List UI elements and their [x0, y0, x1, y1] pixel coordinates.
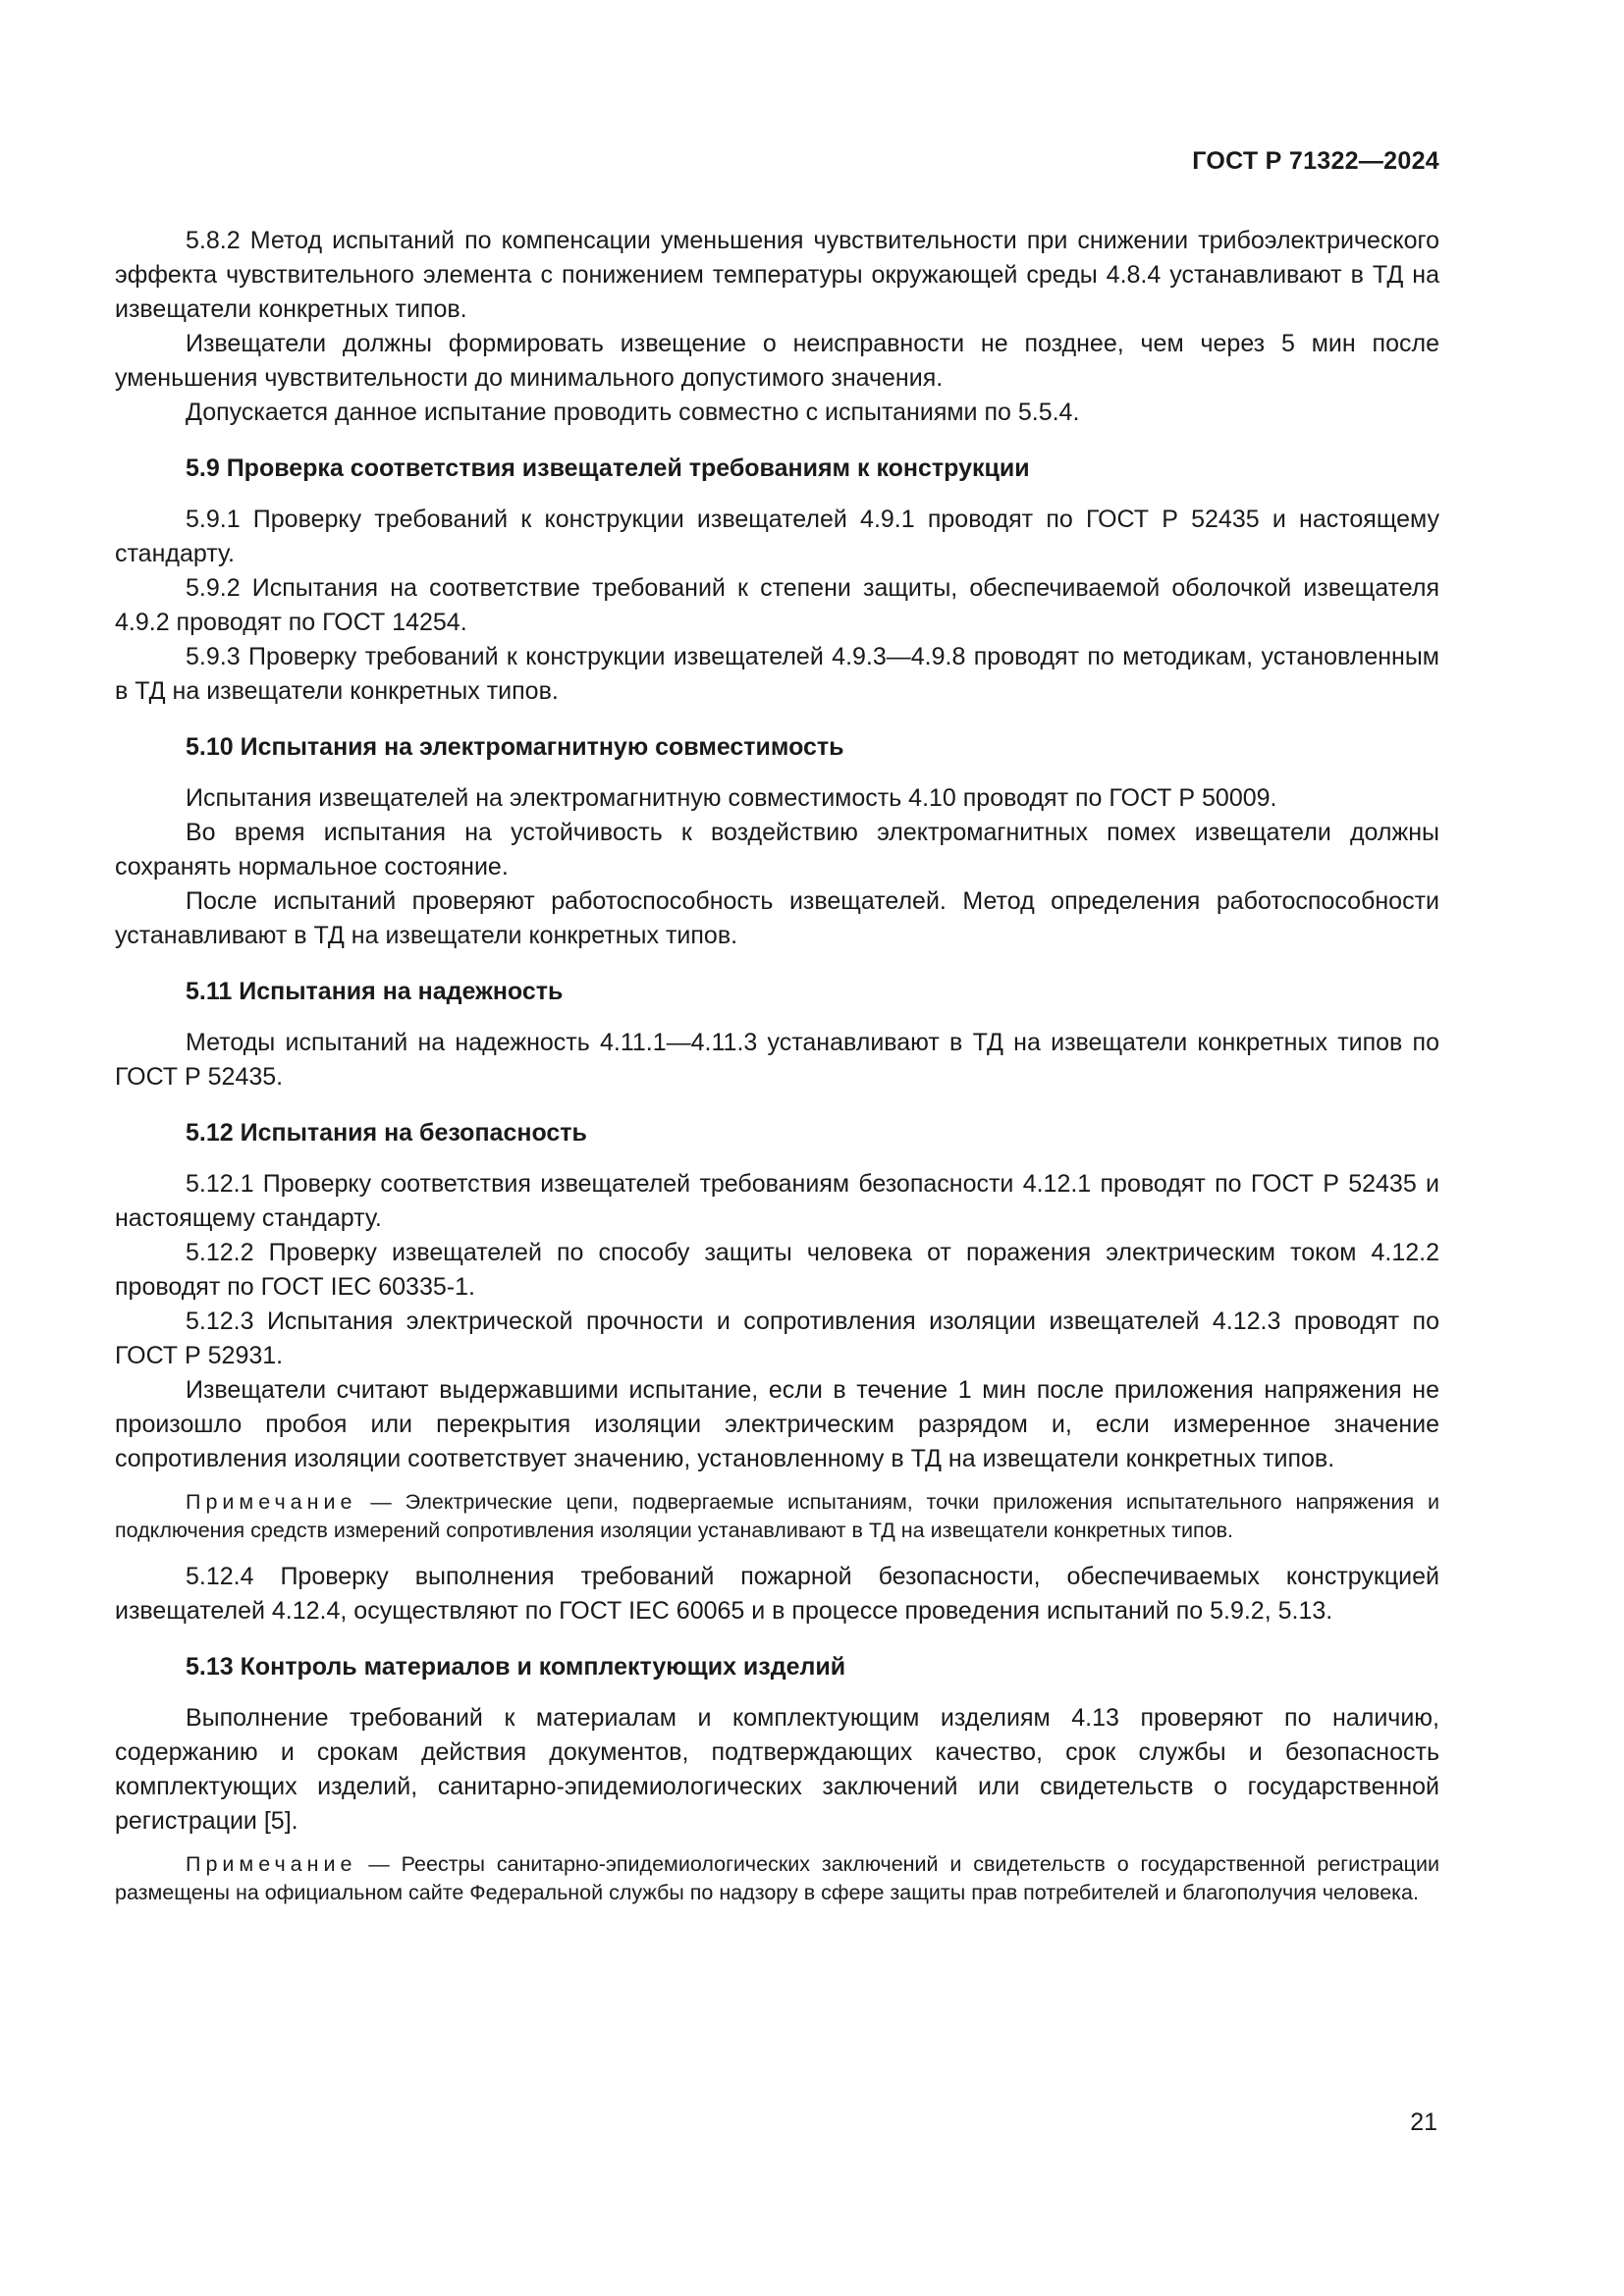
paragraph-5-12-2: 5.12.2 Проверку извещателей по способу защиты человека от поражения электрическим током 4.12.2 проводят по ГОСТ IEC 60335-1.	[115, 1239, 1439, 1301]
paragraph-5-9-2: 5.9.2 Испытания на соответствие требований к степени защиты, обеспечиваемой оболочкой извещателя 4.9.2 проводят по ГОСТ 14254.	[115, 574, 1439, 636]
section-heading-5-11: 5.11 Испытания на надежность	[186, 978, 564, 1005]
paragraph-5-8-2: 5.8.2 Метод испытаний по компенсации уменьшения чувствительности при снижении трибоэлектрического эффекта чувствительного элемента с понижением температуры окружающей среды 4.8.4 устанавливают в ТД на извещатели конкретных типов.	[115, 227, 1439, 323]
paragraph-5-12-3: 5.12.3 Испытания электрической прочности и сопротивления изоляции извещателей 4.12.3 проводят по ГОСТ Р 52931.	[115, 1308, 1439, 1369]
paragraph-5-13: Выполнение требований к материалам и комплектующим изделиям 4.13 проверяют по наличию, содержанию и срокам действия документов, подтверждающих качество, срок службы и безопасность комплектующих изделий, санитарно-эпидемиологических заключений или свидетельств о государственной регистрации [5].	[115, 1704, 1439, 1835]
paragraph-5-11: Методы испытаний на надежность 4.11.1—4.11.3 устанавливают в ТД на извещатели конкретных типов по ГОСТ Р 52435.	[115, 1029, 1439, 1091]
paragraph-5-12-1: 5.12.1 Проверку соответствия извещателей требованиям безопасности 4.12.1 проводят по ГОСТ Р 52435 и настоящему стандарту.	[115, 1170, 1439, 1232]
note-registers	[115, 1850, 1439, 1907]
note-insulation	[115, 1488, 1439, 1545]
section-heading-5-12: 5.12 Испытания на безопасность	[186, 1119, 587, 1147]
section-heading-5-10: 5.10 Испытания на электромагнитную совместимость	[186, 733, 844, 761]
document-id-header: ГОСТ Р 71322—2024	[1192, 147, 1439, 175]
section-heading-5-13: 5.13 Контроль материалов и комплектующих изделий	[186, 1653, 846, 1681]
paragraph-5-10-immunity: Во время испытания на устойчивость к воздействию электромагнитных помех извещатели должны сохранять нормальное состояние.	[115, 819, 1439, 881]
page-number: 21	[1410, 2109, 1437, 2136]
paragraph-5-9-1: 5.9.1 Проверку требований к конструкции извещателей 4.9.1 проводят по ГОСТ Р 52435 и настоящему стандарту.	[115, 506, 1439, 567]
paragraph-5-12-4: 5.12.4 Проверку выполнения требований пожарной безопасности, обеспечиваемых конструкцией извещателей 4.12.4, осуществляют по ГОСТ IEC 60065 и в процессе проведения испытаний по 5.9.2, 5.13.	[115, 1563, 1439, 1625]
section-heading-5-9: 5.9 Проверка соответствия извещателей требованиям к конструкции	[186, 454, 1030, 482]
paragraph-5-8-2-joint-test: Допускается данное испытание проводить совместно с испытаниями по 5.5.4.	[186, 399, 1080, 426]
paragraph-5-8-2-fault: Извещатели должны формировать извещение о неисправности не позднее, чем через 5 мин после уменьшения чувствительности до минимального допустимого значения.	[115, 330, 1439, 392]
paragraph-5-10-emc: Испытания извещателей на электромагнитную совместимость 4.10 проводят по ГОСТ Р 50009.	[186, 784, 1277, 812]
note-label: Примечание	[186, 1852, 357, 1876]
paragraph-5-10-operability: После испытаний проверяют работоспособность извещателей. Метод определения работоспособности устанавливают в ТД на извещатели конкретных типов.	[115, 887, 1439, 949]
paragraph-5-12-3-criteria: Извещатели считают выдержавшими испытание, если в течение 1 мин после приложения напряжения не произошло пробоя или перекрытия изоляции электрическим разрядом и, если измеренное значение сопротивления изоляции соответствует значению, установленному в ТД на извещатели конкретных типов.	[115, 1376, 1439, 1472]
note-label: Примечание	[186, 1490, 357, 1514]
note-text: — Реестры санитарно-эпидемиологических заключений и свидетельств о государственной регистрации размещены на официальном сайте Федеральной службы по надзору в сфере защиты прав потребителей и благополучия человека.	[115, 1852, 1439, 1904]
note-text: — Электрические цепи, подвергаемые испытаниям, точки приложения испытательного напряжения и подключения средств измерений сопротивления изоляции устанавливают в ТД на извещатели конкретных типов.	[115, 1490, 1439, 1542]
paragraph-5-9-3: 5.9.3 Проверку требований к конструкции извещателей 4.9.3—4.9.8 проводят по методикам, установленным в ТД на извещатели конкретных типов.	[115, 643, 1439, 705]
document-body	[115, 224, 1439, 1922]
